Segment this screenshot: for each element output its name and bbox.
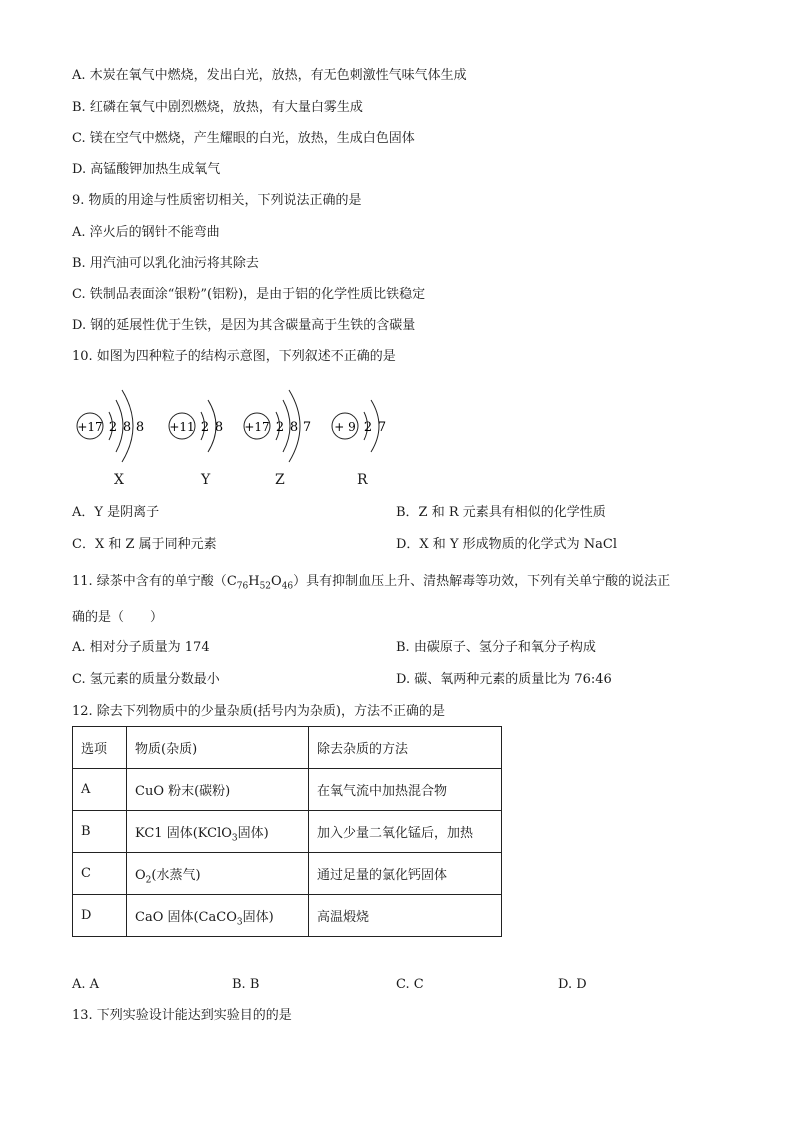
table-row: [73, 769, 502, 811]
cell-substance: CaO 固体(CaCO$_3$固体): [127, 895, 309, 937]
svg-text:8: 8: [289, 420, 299, 435]
cell-substance: KC1 固体(KClO$_3$固体): [127, 811, 309, 853]
q9-option-b: B. 用汽油可以乳化油污将其除去: [72, 256, 259, 271]
atom-diagram-y: [168, 382, 238, 474]
atom-diagram-z: [243, 382, 323, 474]
q11-option-a: A. 相对分子质量为 174: [72, 640, 210, 655]
q12-stem: 12. 除去下列物质中的少量杂质(括号内为杂质)，方法不正确的是: [72, 704, 445, 719]
header-substance: 物质(杂质): [127, 727, 309, 769]
cell-method: 通过足量的氯化钙固体: [309, 853, 502, 895]
impurity-table: [72, 726, 502, 937]
q11-stem-line2: 确的是（ ）: [72, 610, 164, 625]
q8-option-d: D. 高锰酸钾加热生成氧气: [72, 162, 221, 177]
cell-option: B: [73, 811, 127, 853]
header-method: 除去杂质的方法: [309, 727, 502, 769]
cell-option: D: [73, 895, 127, 937]
svg-text:+ 9: + 9: [334, 420, 356, 434]
q11-option-c: C. 氢元素的质量分数最小: [72, 672, 220, 687]
cell-method: 加入少量二氧化锰后，加热: [309, 811, 502, 853]
svg-text:2: 2: [200, 420, 210, 435]
atom-label-r: R: [357, 472, 368, 488]
q12-option-a: A. A: [72, 977, 100, 992]
svg-text:2: 2: [363, 420, 373, 435]
table-row: [73, 853, 502, 895]
svg-text:7: 7: [302, 420, 312, 435]
cell-substance: $O_2$(水蒸气): [127, 853, 309, 895]
q8-option-a: A. 木炭在氧气中燃烧，发出白光，放热，有无色刺激性气味气体生成: [72, 68, 467, 83]
q10-option-c: C．X 和 Z 属于同种元素: [72, 537, 217, 552]
q9-option-c: C. 铁制品表面涂“银粉”(铝粉)，是由于铝的化学性质比铁稳定: [72, 287, 426, 302]
atom-label-y: Y: [201, 472, 211, 488]
q10-stem: 10. 如图为四种粒子的结构示意图，下列叙述不正确的是: [72, 349, 396, 364]
table-row: [73, 895, 502, 937]
q10-option-a: A．Y 是阴离子: [72, 505, 160, 520]
atom-label-z: Z: [275, 472, 285, 488]
table-header-row: [73, 727, 502, 769]
svg-text:2: 2: [108, 420, 118, 435]
q9-stem: 9. 物质的用途与性质密切相关，下列说法正确的是: [72, 193, 362, 208]
q8-option-b: B. 红磷在氧气中剧烈燃烧，放热，有大量白雾生成: [72, 100, 363, 115]
svg-text:7: 7: [377, 420, 387, 435]
svg-text:8: 8: [122, 420, 132, 435]
cell-option: C: [73, 853, 127, 895]
q9-option-d: D. 钢的延展性优于生铁，是因为其含碳量高于生铁的含碳量: [72, 318, 416, 333]
svg-text:2: 2: [275, 420, 285, 435]
q12-option-b: B. B: [232, 977, 260, 992]
q10-option-d: D．X 和 Y 形成物质的化学式为 NaCl: [396, 537, 618, 552]
cell-option: A: [73, 769, 127, 811]
q13-stem: 13. 下列实验设计能达到实验目的的是: [72, 1008, 292, 1023]
atom-label-x: X: [114, 472, 124, 488]
q12-option-d: D. D: [558, 977, 587, 992]
atom-diagram-r: [331, 382, 401, 474]
q9-option-a: A. 淬火后的钢针不能弯曲: [72, 225, 220, 240]
header-option: 选项: [73, 727, 127, 769]
q11-option-d: D. 碳、氧两种元素的质量比为 76:46: [396, 672, 612, 687]
table-row: [73, 811, 502, 853]
atom-diagram-x: [76, 382, 156, 474]
svg-text:+17: +17: [77, 420, 103, 434]
cell-substance: CuO 粉末(碳粉): [127, 769, 309, 811]
svg-text:+11: +11: [169, 420, 195, 434]
q11-option-b: B. 由碳原子、氢分子和氧分子构成: [396, 640, 596, 655]
q10-option-b: B．Z 和 R 元素具有相似的化学性质: [396, 505, 606, 520]
q12-option-c: C. C: [396, 977, 424, 992]
q8-option-c: C. 镁在空气中燃烧，产生耀眼的白光，放热，生成白色固体: [72, 131, 415, 146]
q11-stem: 11. 绿茶中含有的单宁酸$(C_{76}H_{52}O_{46})$具有抑制血压上升、清热解毒等功效，下列有关单宁酸的说法正: [72, 574, 671, 592]
svg-text:8: 8: [135, 420, 145, 435]
cell-method: 高温煅烧: [309, 895, 502, 937]
svg-text:+17: +17: [244, 420, 270, 434]
cell-method: 在氧气流中加热混合物: [309, 769, 502, 811]
svg-text:8: 8: [214, 420, 224, 435]
